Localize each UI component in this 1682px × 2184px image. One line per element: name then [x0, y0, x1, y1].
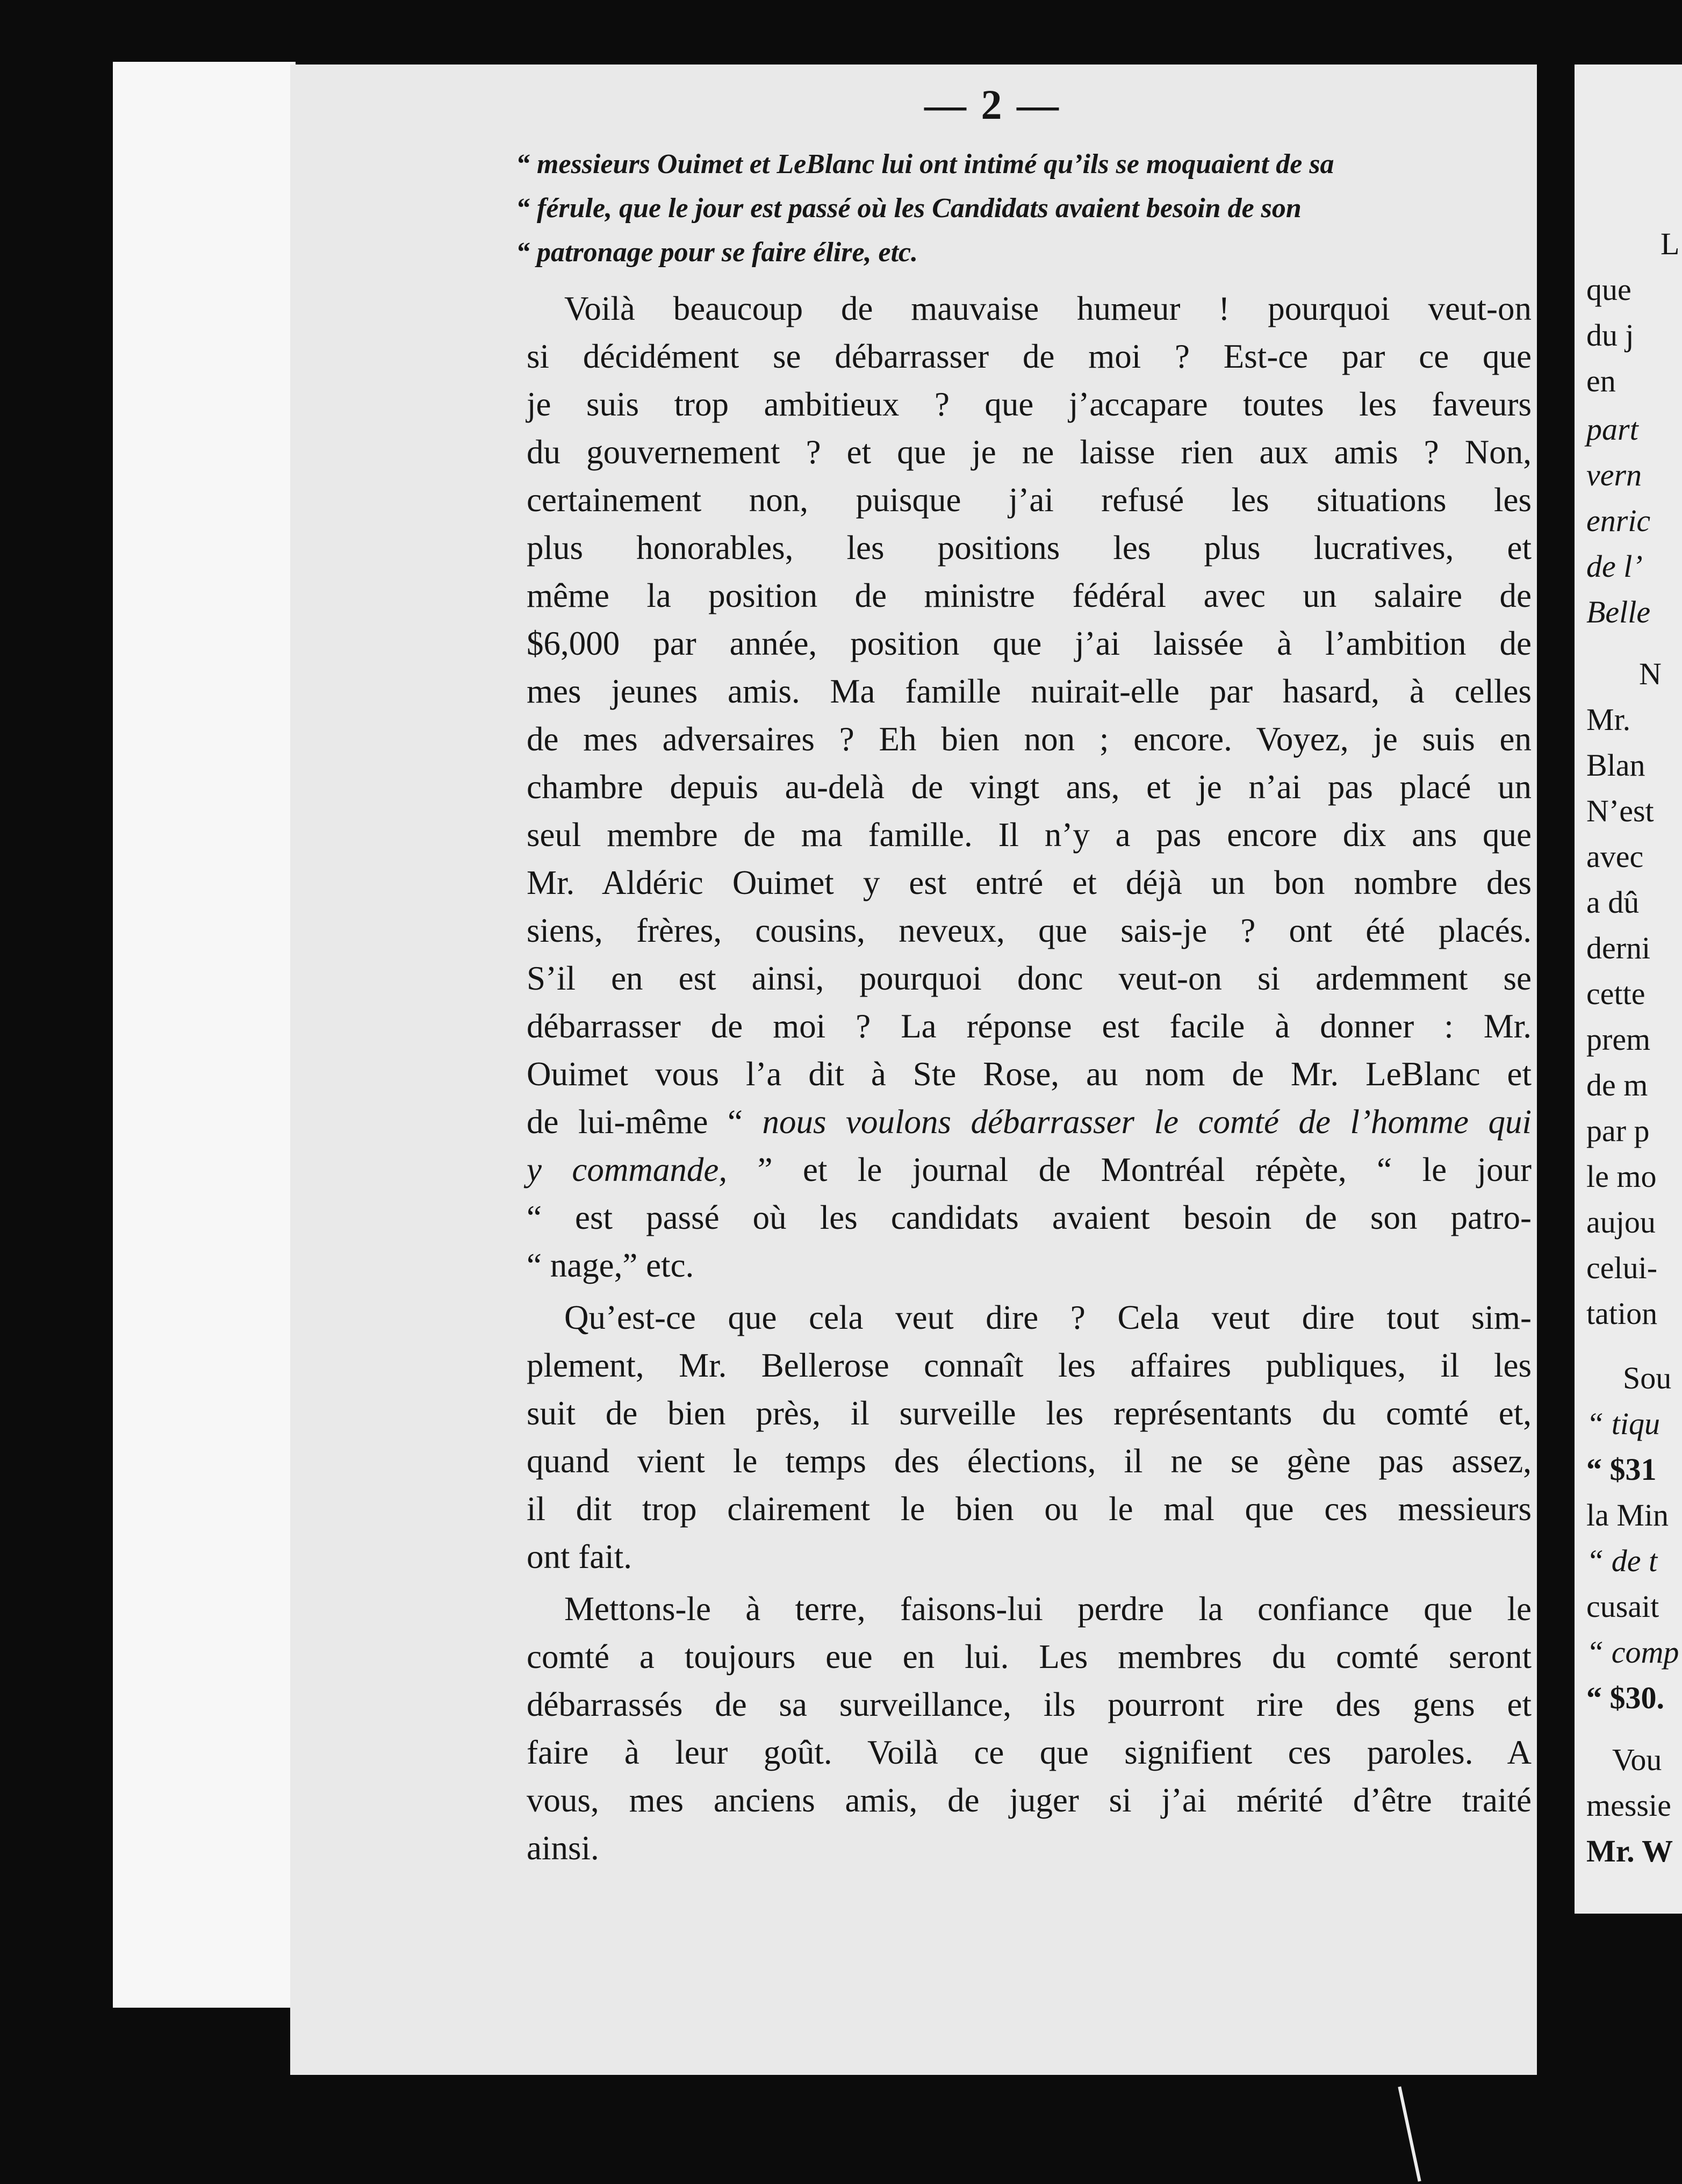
italic-quote: nous voulons débarrasser le comté de l’homme qui	[762, 1103, 1532, 1141]
text-line: “ est passé où les candidats avaient besoin de son patro-	[527, 1199, 1532, 1236]
text-line: de mes adversaires ? Eh bien non ; encore. Voyez, je suis en	[527, 720, 1532, 758]
paragraph-2	[527, 1294, 1532, 1581]
fragment-text: Sou	[1623, 1360, 1672, 1395]
quote-line: “ patronage pour se faire élire, etc.	[516, 237, 918, 268]
quoted-passage	[516, 142, 1499, 275]
text-line	[527, 1098, 1532, 1146]
text-line: “ nage,” etc.	[527, 1247, 694, 1284]
fragment-text: la Min	[1586, 1498, 1669, 1533]
fragment-text: celui-	[1586, 1250, 1658, 1285]
fragment-text: messie	[1586, 1788, 1671, 1823]
text-line: S’il en est ainsi, pourquoi donc veut-on si ardemment se	[527, 959, 1532, 997]
fragment-text: tation	[1586, 1296, 1658, 1331]
text-line: plus honorables, les positions les plus lucratives, et	[527, 529, 1532, 567]
text-line: seul membre de ma famille. Il n’y a pas encore dix ans que	[527, 816, 1532, 854]
fragment-text: N’est	[1586, 793, 1654, 828]
fragment-text: cette	[1586, 976, 1645, 1011]
text-line: même la position de ministre fédéral avec un salaire de	[527, 577, 1532, 614]
text-line: Voilà beaucoup de mauvaise humeur ! pourquoi veut-on	[564, 290, 1532, 327]
text-line: je suis trop ambitieux ? que j’accapare toutes les faveurs	[527, 385, 1532, 423]
italic-quote: y commande,	[527, 1151, 728, 1188]
text-line: comté a toujours eue en lui. Les membres du comté seront	[527, 1638, 1532, 1675]
text-line: suit de bien près, il surveille les représentants du comté et,	[527, 1394, 1532, 1432]
text-line: Mr. Aldéric Ouimet y est entré et déjà un bon nombre des	[527, 864, 1532, 901]
text-line: si décidément se débarrasser de moi ? Est-ce par ce que	[527, 338, 1532, 375]
fragment-text: “ $30.	[1586, 1680, 1664, 1715]
fragment-text: le mo	[1586, 1159, 1657, 1194]
text-segment: ” et le journal de Montréal répète, “ le jour	[757, 1151, 1532, 1188]
fragment-text: prem	[1586, 1022, 1651, 1057]
fragment-text: L	[1661, 226, 1680, 261]
fragment-text: de m	[1586, 1068, 1648, 1102]
fragment-text: aujou	[1586, 1205, 1656, 1240]
fragment-text: que	[1586, 272, 1631, 307]
fragment-text: derni	[1586, 930, 1651, 965]
fragment-text: Vou	[1612, 1742, 1662, 1777]
fragment-text: cusait	[1586, 1589, 1659, 1624]
quote-line: “ messieurs Ouimet et LeBlanc lui ont intimé qu’ils se moquaient de sa	[516, 149, 1334, 180]
fragment-text: “ de t	[1586, 1543, 1658, 1578]
fragment-text: vern	[1586, 457, 1642, 492]
fragment-text: de l’	[1586, 549, 1643, 584]
fragment-text: par p	[1586, 1113, 1650, 1148]
text-line: débarrasser de moi ? La réponse est facile à donner : Mr.	[527, 1007, 1532, 1045]
text-line: mes jeunes amis. Ma famille nuirait-elle par hasard, à celles	[527, 672, 1532, 710]
fragment-text: Belle	[1586, 595, 1651, 629]
fragment-text: “ $31	[1586, 1452, 1657, 1487]
text-line: Ouimet vous l’a dit à Ste Rose, au nom de Mr. LeBlanc et	[527, 1055, 1532, 1093]
fragment-text: du j	[1586, 318, 1634, 353]
text-line: du gouvernement ? et que je ne laisse rien aux amis ? Non,	[527, 433, 1532, 471]
fragment-text: a dû	[1586, 885, 1640, 920]
fragment-text: Blan	[1586, 748, 1645, 783]
text-line: vous, mes anciens amis, de juger si j’ai mérité d’être traité	[527, 1781, 1532, 1819]
text-line: certainement non, puisque j’ai refusé les situations les	[527, 481, 1532, 519]
page-number: — 2 —	[924, 81, 1061, 128]
text-line: faire à leur goût. Voilà ce que signifient ces paroles. A	[527, 1734, 1532, 1771]
film-border-strip	[113, 62, 296, 2008]
fragment-text: N	[1639, 656, 1662, 691]
quote-line: “ férule, que le jour est passé où les Candidats avaient besoin de son	[516, 193, 1302, 224]
body-text	[527, 285, 1532, 1872]
text-line: siens, frères, cousins, neveux, que sais-je ? ont été placés.	[527, 912, 1532, 949]
text-line: il dit trop clairement le bien ou le mal que ces messieurs	[527, 1490, 1532, 1528]
document-page	[290, 65, 1537, 2075]
paragraph-1	[527, 285, 1532, 1290]
text-line: Mettons-le à terre, faisons-lui perdre la confiance que le	[564, 1590, 1532, 1628]
fragment-text: enric	[1586, 503, 1651, 538]
fragment-text: “ comp	[1586, 1635, 1679, 1670]
paragraph-3	[527, 1585, 1532, 1872]
fragment-text: part	[1586, 412, 1638, 447]
text-line: débarrassés de sa surveillance, ils pourront rire des gens et	[527, 1686, 1532, 1723]
text-line	[527, 1146, 1532, 1194]
text-line: $6,000 par année, position que j’ai laissée à l’ambition de	[527, 625, 1532, 662]
fragment-text: avec	[1586, 839, 1644, 874]
page-gutter-divider	[1568, 59, 1572, 1919]
fragment-text: “ tiqu	[1586, 1406, 1660, 1441]
fragment-text: Mr.	[1586, 702, 1631, 737]
text-line: ainsi.	[527, 1829, 599, 1867]
text-line: chambre depuis au-delà de vingt ans, et je n’ai pas placé un	[527, 768, 1532, 806]
film-scratch-mark	[1398, 2086, 1421, 2181]
text-line: ont fait.	[527, 1538, 632, 1576]
text-segment: de lui-même “	[527, 1103, 743, 1141]
fragment-text: en	[1586, 363, 1616, 398]
text-line: quand vient le temps des élections, il ne se gène pas assez,	[527, 1442, 1532, 1480]
fragment-text: Mr. W	[1586, 1834, 1673, 1868]
text-line: plement, Mr. Bellerose connaît les affaires publiques, il les	[527, 1347, 1532, 1384]
text-line: Qu’est-ce que cela veut dire ? Cela veut dire tout sim-	[564, 1299, 1532, 1336]
adjacent-page-fragment	[1575, 65, 1682, 1914]
